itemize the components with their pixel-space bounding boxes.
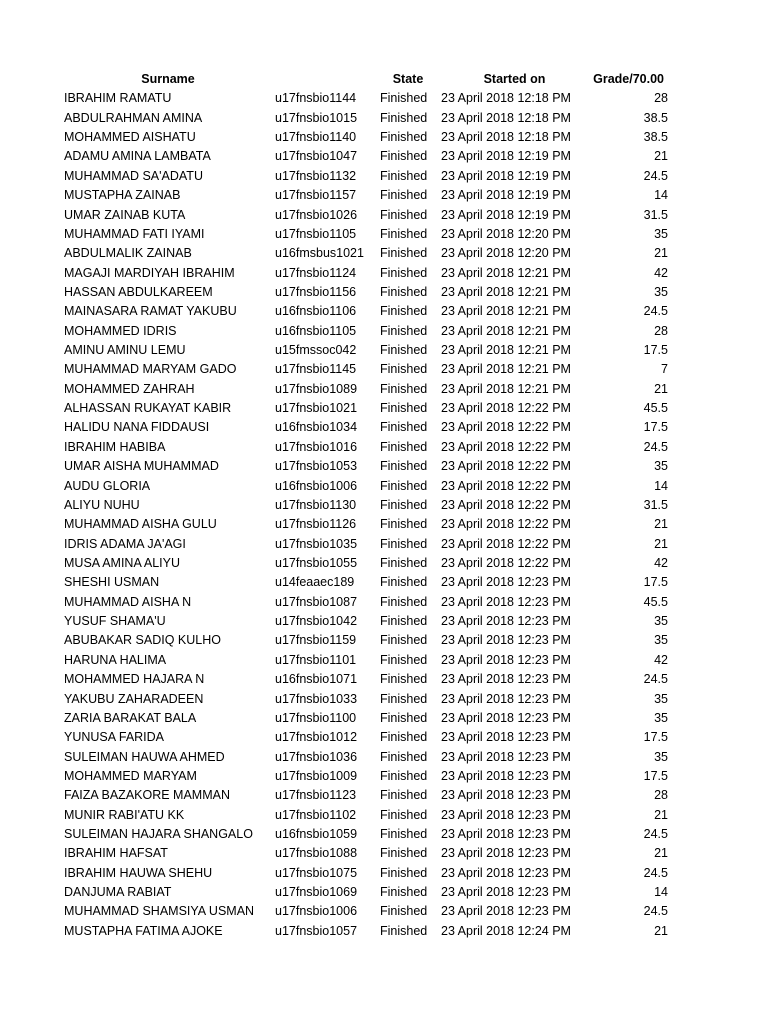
cell-started-on: 23 April 2018 12:21 PM: [441, 343, 571, 358]
cell-state: Finished: [380, 517, 428, 532]
table-row: [0, 767, 768, 786]
cell-state: Finished: [380, 923, 428, 938]
cell-grade: 35: [654, 284, 668, 299]
table-row: [0, 593, 768, 612]
table-row: [0, 206, 768, 225]
table-row: [0, 457, 768, 476]
cell-started-on: 23 April 2018 12:23 PM: [441, 749, 571, 764]
cell-started-on: 23 April 2018 12:23 PM: [441, 633, 571, 648]
cell-started-on: 23 April 2018 12:23 PM: [441, 768, 571, 783]
cell-started-on: 23 April 2018 12:22 PM: [441, 478, 571, 493]
cell-started-on: 23 April 2018 12:21 PM: [441, 304, 571, 319]
table-row: [0, 825, 768, 844]
cell-grade: 28: [654, 323, 668, 338]
cell-started-on: 23 April 2018 12:23 PM: [441, 904, 571, 919]
cell-student-id: u17fnsbio1057: [275, 923, 358, 938]
cell-grade: 28: [654, 788, 668, 803]
cell-surname: MUHAMMAD FATI IYAMI: [64, 226, 205, 241]
cell-state: Finished: [380, 807, 428, 822]
cell-student-id: u17fnsbio1126: [275, 517, 357, 532]
cell-surname: YUNUSA FARIDA: [64, 730, 165, 745]
cell-surname: MAGAJI MARDIYAH IBRAHIM: [64, 265, 235, 280]
cell-student-id: u17fnsbio1006: [275, 904, 358, 919]
cell-grade: 14: [654, 188, 668, 203]
cell-grade: 24.5: [643, 439, 668, 454]
table-row: [0, 902, 768, 921]
cell-started-on: 23 April 2018 12:21 PM: [441, 284, 571, 299]
cell-surname: MUSTAPHA ZAINAB: [64, 188, 181, 203]
cell-surname: MOHAMMED HAJARA N: [64, 672, 205, 687]
table-row: [0, 631, 768, 650]
cell-grade: 38.5: [643, 110, 668, 125]
table-row: [0, 515, 768, 534]
cell-grade: 21: [654, 381, 668, 396]
cell-state: Finished: [380, 710, 428, 725]
cell-surname: MUSA AMINA ALIYU: [64, 555, 181, 570]
cell-surname: SULEIMAN HAJARA SHANGALO: [64, 827, 253, 842]
cell-state: Finished: [380, 207, 428, 222]
cell-surname: IBRAHIM HABIBA: [64, 439, 166, 454]
cell-student-id: u17fnsbio1124: [275, 265, 357, 280]
table-row: [0, 690, 768, 709]
cell-grade: 17.5: [643, 730, 668, 745]
table-row: [0, 167, 768, 186]
cell-surname: MOHAMMED MARYAM: [64, 768, 197, 783]
cell-grade: 24.5: [643, 304, 668, 319]
cell-grade: 24.5: [643, 865, 668, 880]
cell-grade: 31.5: [643, 207, 668, 222]
cell-started-on: 23 April 2018 12:18 PM: [441, 110, 571, 125]
cell-started-on: 23 April 2018 12:19 PM: [441, 207, 571, 222]
cell-student-id: u17fnsbio1100: [275, 710, 357, 725]
cell-grade: 21: [654, 807, 668, 822]
cell-surname: SULEIMAN HAUWA AHMED: [64, 749, 225, 764]
cell-grade: 28: [654, 91, 668, 106]
cell-surname: IBRAHIM RAMATU: [64, 91, 172, 106]
cell-grade: 24.5: [643, 168, 668, 183]
cell-started-on: 23 April 2018 12:23 PM: [441, 827, 571, 842]
cell-surname: YUSUF SHAMA'U: [64, 614, 166, 629]
cell-grade: 21: [654, 536, 668, 551]
table-row: [0, 922, 768, 941]
cell-started-on: 23 April 2018 12:23 PM: [441, 710, 571, 725]
cell-state: Finished: [380, 284, 428, 299]
cell-student-id: u17fnsbio1132: [275, 168, 357, 183]
cell-student-id: u17fnsbio1021: [275, 401, 358, 416]
cell-surname: IBRAHIM HAUWA SHEHU: [64, 865, 213, 880]
cell-surname: IDRIS ADAMA JA'AGI: [64, 536, 186, 551]
cell-state: Finished: [380, 304, 428, 319]
cell-grade: 35: [654, 226, 668, 241]
cell-student-id: u14feaaec189: [275, 575, 355, 590]
cell-student-id: u15fmssoc042: [275, 343, 357, 358]
cell-student-id: u17fnsbio1140: [275, 130, 357, 145]
header-grade: Grade/70.00: [593, 72, 664, 86]
cell-state: Finished: [380, 401, 428, 416]
cell-state: Finished: [380, 130, 428, 145]
cell-state: Finished: [380, 149, 428, 164]
cell-started-on: 23 April 2018 12:22 PM: [441, 555, 571, 570]
header-state: State: [392, 72, 424, 86]
cell-started-on: 23 April 2018 12:21 PM: [441, 265, 571, 280]
cell-grade: 45.5: [643, 594, 668, 609]
cell-started-on: 23 April 2018 12:23 PM: [441, 865, 571, 880]
cell-started-on: 23 April 2018 12:22 PM: [441, 459, 571, 474]
cell-surname: ALHASSAN RUKAYAT KABIR: [64, 401, 232, 416]
cell-started-on: 23 April 2018 12:22 PM: [441, 420, 571, 435]
table-row: [0, 728, 768, 747]
cell-student-id: u17fnsbio1123: [275, 788, 357, 803]
cell-started-on: 23 April 2018 12:23 PM: [441, 730, 571, 745]
cell-grade: 21: [654, 149, 668, 164]
table-row: [0, 612, 768, 631]
cell-started-on: 23 April 2018 12:21 PM: [441, 381, 571, 396]
table-row: [0, 670, 768, 689]
cell-student-id: u17fnsbio1102: [275, 807, 357, 822]
table-row: [0, 573, 768, 592]
cell-state: Finished: [380, 420, 428, 435]
cell-started-on: 23 April 2018 12:19 PM: [441, 188, 571, 203]
cell-student-id: u16fmsbus1021: [275, 246, 364, 261]
cell-grade: 14: [654, 885, 668, 900]
cell-surname: MUHAMMAD MARYAM GADO: [64, 362, 237, 377]
cell-surname: ABDULMALIK ZAINAB: [64, 246, 192, 261]
cell-started-on: 23 April 2018 12:23 PM: [441, 885, 571, 900]
cell-student-id: u17fnsbio1016: [275, 439, 358, 454]
cell-surname: MUHAMMAD AISHA N: [64, 594, 192, 609]
table-row: [0, 399, 768, 418]
cell-started-on: 23 April 2018 12:22 PM: [441, 517, 571, 532]
table-row: [0, 477, 768, 496]
cell-student-id: u17fnsbio1069: [275, 885, 358, 900]
cell-student-id: u16fnsbio1071: [275, 672, 358, 687]
cell-student-id: u17fnsbio1015: [275, 110, 358, 125]
cell-started-on: 23 April 2018 12:23 PM: [441, 672, 571, 687]
table-row: [0, 264, 768, 283]
cell-surname: MUHAMMAD SA'ADATU: [64, 168, 203, 183]
table-row: [0, 341, 768, 360]
cell-surname: FAIZA BAZAKORE MAMMAN: [64, 788, 230, 803]
cell-state: Finished: [380, 768, 428, 783]
table-row: [0, 651, 768, 670]
cell-student-id: u17fnsbio1101: [275, 652, 357, 667]
cell-started-on: 23 April 2018 12:22 PM: [441, 497, 571, 512]
table-row: [0, 360, 768, 379]
cell-state: Finished: [380, 652, 428, 667]
cell-surname: MUNIR RABI'ATU KK: [64, 807, 185, 822]
cell-student-id: u17fnsbio1105: [275, 226, 357, 241]
cell-surname: ADAMU AMINA LAMBATA: [64, 149, 211, 164]
cell-state: Finished: [380, 730, 428, 745]
cell-grade: 35: [654, 459, 668, 474]
cell-state: Finished: [380, 110, 428, 125]
cell-state: Finished: [380, 226, 428, 241]
table-row: [0, 806, 768, 825]
cell-state: Finished: [380, 188, 428, 203]
cell-state: Finished: [380, 827, 428, 842]
cell-surname: MUSTAPHA FATIMA AJOKE: [64, 923, 223, 938]
table-row: [0, 109, 768, 128]
table-row: [0, 244, 768, 263]
cell-surname: ALIYU NUHU: [64, 497, 140, 512]
cell-surname: ZARIA BARAKAT BALA: [64, 710, 197, 725]
cell-student-id: u17fnsbio1026: [275, 207, 358, 222]
cell-state: Finished: [380, 381, 428, 396]
cell-started-on: 23 April 2018 12:23 PM: [441, 614, 571, 629]
cell-state: Finished: [380, 168, 428, 183]
cell-state: Finished: [380, 246, 428, 261]
cell-started-on: 23 April 2018 12:18 PM: [441, 91, 571, 106]
table-row: [0, 554, 768, 573]
table-header-row: [0, 70, 768, 89]
cell-student-id: u17fnsbio1144: [275, 91, 357, 106]
header-started-on: Started on: [483, 72, 546, 86]
cell-started-on: 23 April 2018 12:18 PM: [441, 130, 571, 145]
cell-surname: AMINU AMINU LEMU: [64, 343, 186, 358]
cell-grade: 17.5: [643, 420, 668, 435]
table-row: [0, 535, 768, 554]
cell-surname: MUHAMMAD AISHA GULU: [64, 517, 217, 532]
table-row: [0, 283, 768, 302]
cell-grade: 42: [654, 265, 668, 280]
table-row: [0, 322, 768, 341]
table-row: [0, 147, 768, 166]
cell-state: Finished: [380, 91, 428, 106]
cell-student-id: u17fnsbio1088: [275, 846, 358, 861]
table-row: [0, 748, 768, 767]
table-row: [0, 186, 768, 205]
cell-started-on: 23 April 2018 12:23 PM: [441, 807, 571, 822]
cell-started-on: 23 April 2018 12:23 PM: [441, 788, 571, 803]
cell-grade: 17.5: [643, 575, 668, 590]
table-row: [0, 786, 768, 805]
cell-state: Finished: [380, 885, 428, 900]
cell-started-on: 23 April 2018 12:21 PM: [441, 323, 571, 338]
cell-surname: AUDU GLORIA: [64, 478, 151, 493]
cell-state: Finished: [380, 343, 428, 358]
cell-surname: SHESHI USMAN: [64, 575, 160, 590]
cell-grade: 35: [654, 614, 668, 629]
cell-surname: MAINASARA RAMAT YAKUBU: [64, 304, 237, 319]
cell-student-id: u17fnsbio1036: [275, 749, 358, 764]
cell-state: Finished: [380, 575, 428, 590]
cell-state: Finished: [380, 536, 428, 551]
cell-grade: 38.5: [643, 130, 668, 145]
cell-started-on: 23 April 2018 12:22 PM: [441, 536, 571, 551]
cell-surname: MOHAMMED AISHATU: [64, 130, 196, 145]
cell-student-id: u17fnsbio1042: [275, 614, 358, 629]
cell-student-id: u16fnsbio1034: [275, 420, 358, 435]
cell-grade: 45.5: [643, 401, 668, 416]
cell-started-on: 23 April 2018 12:20 PM: [441, 226, 571, 241]
cell-surname: UMAR ZAINAB KUTA: [64, 207, 186, 222]
cell-student-id: u16fnsbio1106: [275, 304, 357, 319]
cell-grade: 42: [654, 555, 668, 570]
cell-grade: 35: [654, 633, 668, 648]
table-row: [0, 496, 768, 515]
cell-grade: 14: [654, 478, 668, 493]
cell-state: Finished: [380, 594, 428, 609]
cell-started-on: 23 April 2018 12:21 PM: [441, 362, 571, 377]
cell-grade: 7: [661, 362, 668, 377]
cell-started-on: 23 April 2018 12:24 PM: [441, 923, 571, 938]
cell-student-id: u17fnsbio1159: [275, 633, 357, 648]
cell-surname: IBRAHIM HAFSAT: [64, 846, 168, 861]
cell-state: Finished: [380, 672, 428, 687]
cell-student-id: u17fnsbio1075: [275, 865, 358, 880]
cell-started-on: 23 April 2018 12:22 PM: [441, 401, 571, 416]
cell-state: Finished: [380, 788, 428, 803]
cell-state: Finished: [380, 904, 428, 919]
cell-student-id: u17fnsbio1012: [275, 730, 358, 745]
cell-student-id: u17fnsbio1087: [275, 594, 358, 609]
cell-state: Finished: [380, 478, 428, 493]
cell-state: Finished: [380, 439, 428, 454]
cell-surname: MUHAMMAD SHAMSIYA USMAN: [64, 904, 255, 919]
cell-started-on: 23 April 2018 12:19 PM: [441, 149, 571, 164]
cell-surname: YAKUBU ZAHARADEEN: [64, 691, 204, 706]
cell-student-id: u17fnsbio1055: [275, 555, 358, 570]
cell-state: Finished: [380, 265, 428, 280]
cell-student-id: u16fnsbio1059: [275, 827, 358, 842]
cell-grade: 24.5: [643, 904, 668, 919]
cell-surname: HASSAN ABDULKAREEM: [64, 284, 213, 299]
cell-state: Finished: [380, 865, 428, 880]
cell-student-id: u17fnsbio1145: [275, 362, 357, 377]
cell-surname: MOHAMMED ZAHRAH: [64, 381, 195, 396]
cell-grade: 35: [654, 710, 668, 725]
cell-started-on: 23 April 2018 12:22 PM: [441, 439, 571, 454]
cell-state: Finished: [380, 846, 428, 861]
cell-grade: 17.5: [643, 768, 668, 783]
cell-grade: 31.5: [643, 497, 668, 512]
cell-started-on: 23 April 2018 12:20 PM: [441, 246, 571, 261]
cell-started-on: 23 April 2018 12:19 PM: [441, 168, 571, 183]
cell-student-id: u16fnsbio1006: [275, 478, 358, 493]
cell-state: Finished: [380, 459, 428, 474]
cell-started-on: 23 April 2018 12:23 PM: [441, 594, 571, 609]
cell-started-on: 23 April 2018 12:23 PM: [441, 846, 571, 861]
table-row: [0, 302, 768, 321]
cell-grade: 21: [654, 246, 668, 261]
cell-grade: 17.5: [643, 343, 668, 358]
cell-surname: DANJUMA RABIAT: [64, 885, 172, 900]
cell-student-id: u17fnsbio1053: [275, 459, 358, 474]
cell-grade: 24.5: [643, 827, 668, 842]
cell-student-id: u17fnsbio1047: [275, 149, 358, 164]
cell-surname: UMAR AISHA MUHAMMAD: [64, 459, 219, 474]
cell-grade: 42: [654, 652, 668, 667]
table-row: [0, 128, 768, 147]
cell-started-on: 23 April 2018 12:23 PM: [441, 575, 571, 590]
cell-state: Finished: [380, 633, 428, 648]
cell-student-id: u16fnsbio1105: [275, 323, 357, 338]
cell-state: Finished: [380, 555, 428, 570]
table-row: [0, 883, 768, 902]
cell-state: Finished: [380, 362, 428, 377]
cell-surname: ABUBAKAR SADIQ KULHO: [64, 633, 221, 648]
cell-state: Finished: [380, 749, 428, 764]
table-row: [0, 418, 768, 437]
table-row: [0, 438, 768, 457]
table-row: [0, 709, 768, 728]
cell-surname: HALIDU NANA FIDDAUSI: [64, 420, 210, 435]
cell-student-id: u17fnsbio1035: [275, 536, 358, 551]
table-row: [0, 380, 768, 399]
cell-student-id: u17fnsbio1089: [275, 381, 358, 396]
cell-student-id: u17fnsbio1130: [275, 497, 357, 512]
cell-grade: 21: [654, 846, 668, 861]
table-row: [0, 864, 768, 883]
cell-student-id: u17fnsbio1009: [275, 768, 358, 783]
cell-state: Finished: [380, 614, 428, 629]
cell-surname: HARUNA HALIMA: [64, 652, 167, 667]
table-row: [0, 89, 768, 108]
table-body: [0, 89, 768, 941]
cell-grade: 21: [654, 517, 668, 532]
table-row: [0, 225, 768, 244]
cell-grade: 21: [654, 923, 668, 938]
cell-student-id: u17fnsbio1156: [275, 284, 357, 299]
cell-state: Finished: [380, 497, 428, 512]
results-table: [0, 70, 768, 941]
table-row: [0, 844, 768, 863]
cell-grade: 35: [654, 749, 668, 764]
cell-state: Finished: [380, 323, 428, 338]
cell-surname: ABDULRAHMAN AMINA: [64, 110, 203, 125]
cell-started-on: 23 April 2018 12:23 PM: [441, 691, 571, 706]
cell-state: Finished: [380, 691, 428, 706]
cell-student-id: u17fnsbio1157: [275, 188, 357, 203]
cell-student-id: u17fnsbio1033: [275, 691, 358, 706]
cell-surname: MOHAMMED IDRIS: [64, 323, 177, 338]
header-surname: Surname: [141, 72, 195, 86]
cell-grade: 35: [654, 691, 668, 706]
cell-started-on: 23 April 2018 12:23 PM: [441, 652, 571, 667]
cell-grade: 24.5: [643, 672, 668, 687]
